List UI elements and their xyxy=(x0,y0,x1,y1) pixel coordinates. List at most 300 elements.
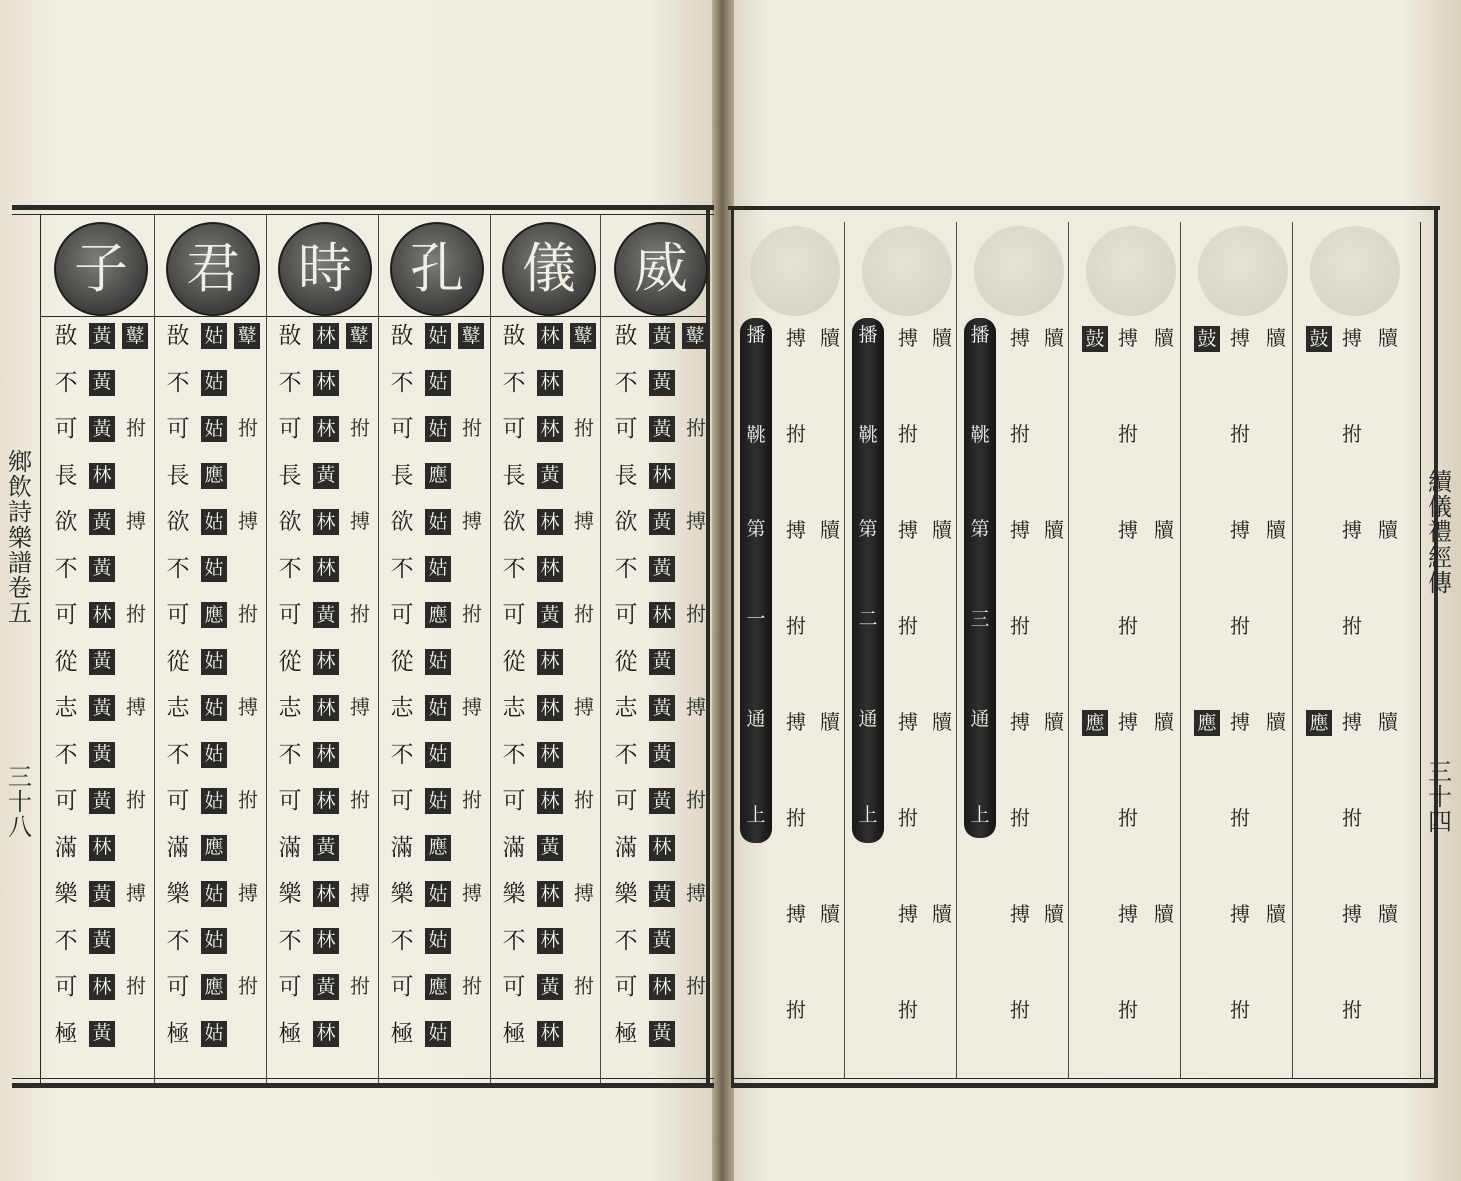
lyric-char: 可 xyxy=(166,602,190,628)
vertical-bar xyxy=(740,318,772,843)
pitch-mark: 林 xyxy=(537,788,563,814)
lyric-char: 敔 xyxy=(502,323,526,349)
drum-mark: 搏 xyxy=(898,710,918,734)
lyric-char: 極 xyxy=(502,1020,526,1047)
pitch-mark: 林 xyxy=(313,742,339,768)
lyric-char: 不 xyxy=(390,741,414,768)
lyric-char: 滿 xyxy=(614,834,638,861)
lyric-char: 極 xyxy=(614,1020,638,1047)
lyric-char: 從 xyxy=(614,648,638,675)
lyric-char: 長 xyxy=(54,462,78,489)
pitch-mark: 應 xyxy=(425,835,451,861)
lyric-char: 長 xyxy=(502,462,526,489)
pitch-mark: 黃 xyxy=(649,370,675,396)
accent-mark: 牘 xyxy=(820,710,840,734)
lyric-char: 敔 xyxy=(166,323,190,349)
lyric-char: 可 xyxy=(502,974,526,1000)
faded-roundel xyxy=(862,226,952,316)
pitch-mark: 姑 xyxy=(201,649,227,675)
pitch-mark: 林 xyxy=(537,742,563,768)
drum-mark: 拊 xyxy=(686,974,706,998)
boxed-mark: 應 xyxy=(1082,710,1108,736)
pitch-mark: 黃 xyxy=(649,881,675,907)
pitch-mark: 姑 xyxy=(425,323,451,349)
drum-mark: 搏 xyxy=(1342,902,1362,926)
bar-char: 第 xyxy=(970,518,990,540)
pitch-mark: 姑 xyxy=(425,509,451,535)
lyric-char: 不 xyxy=(54,741,78,768)
accent-mark: 牘 xyxy=(1378,326,1398,350)
drum-mark: 搏 xyxy=(238,509,258,533)
drum-mark: 鼙 xyxy=(682,323,708,349)
pitch-mark: 林 xyxy=(313,416,339,442)
lyric-char: 可 xyxy=(390,416,414,442)
pitch-mark: 黃 xyxy=(649,1021,675,1047)
drum-mark: 拊 xyxy=(126,788,146,812)
pitch-mark: 林 xyxy=(89,974,115,1000)
lyric-char: 可 xyxy=(614,974,638,1000)
drum-mark: 搏 xyxy=(574,509,594,533)
pitch-mark: 黃 xyxy=(89,323,115,349)
lyric-char: 志 xyxy=(614,695,638,721)
lyric-char: 可 xyxy=(278,416,302,442)
pitch-mark: 應 xyxy=(425,974,451,1000)
lyric-char: 志 xyxy=(54,695,78,721)
drum-mark: 拊 xyxy=(686,788,706,812)
pitch-mark: 姑 xyxy=(201,742,227,768)
lyric-char: 從 xyxy=(54,648,78,675)
pitch-mark: 姑 xyxy=(425,649,451,675)
pitch-mark: 林 xyxy=(537,370,563,396)
pitch-mark: 黃 xyxy=(313,974,339,1000)
pitch-mark: 林 xyxy=(313,1021,339,1047)
pitch-mark: 林 xyxy=(313,788,339,814)
pitch-mark: 林 xyxy=(313,509,339,535)
lyric-char: 不 xyxy=(278,927,302,954)
lyric-char: 可 xyxy=(278,602,302,628)
drum-mark: 拊 xyxy=(1230,806,1250,830)
pitch-mark: 黃 xyxy=(89,416,115,442)
drum-mark: 拊 xyxy=(1118,806,1138,830)
lyric-char: 從 xyxy=(502,648,526,675)
lyric-char: 可 xyxy=(54,974,78,1000)
lyric-char: 不 xyxy=(166,927,190,954)
lyric-char: 不 xyxy=(502,741,526,768)
lyric-char: 不 xyxy=(166,741,190,768)
drum-mark: 搏 xyxy=(238,881,258,905)
drum-mark: 拊 xyxy=(1010,998,1030,1022)
left-top-border xyxy=(12,205,714,210)
drum-mark: 拊 xyxy=(1010,614,1030,638)
lyric-char: 極 xyxy=(166,1020,190,1047)
drum-mark: 搏 xyxy=(1118,326,1138,350)
drum-mark: 拊 xyxy=(1230,998,1250,1022)
drum-mark: 搏 xyxy=(574,695,594,719)
roundel-0: 子 xyxy=(54,222,148,316)
left-header-rule xyxy=(40,316,706,317)
drum-mark: 搏 xyxy=(898,902,918,926)
pitch-mark: 林 xyxy=(537,416,563,442)
pitch-mark: 黃 xyxy=(649,928,675,954)
lyric-char: 滿 xyxy=(390,834,414,861)
lyric-char: 滿 xyxy=(278,834,302,861)
accent-mark: 牘 xyxy=(1266,326,1286,350)
drum-mark: 搏 xyxy=(1230,326,1250,350)
lyric-char: 滿 xyxy=(502,834,526,861)
drum-mark: 拊 xyxy=(462,974,482,998)
lyric-char: 志 xyxy=(502,695,526,721)
lyric-char: 志 xyxy=(390,695,414,721)
pitch-mark: 黃 xyxy=(649,509,675,535)
pitch-mark: 林 xyxy=(649,463,675,489)
drum-mark: 拊 xyxy=(126,602,146,626)
lyric-char: 可 xyxy=(502,788,526,814)
drum-mark: 搏 xyxy=(1118,902,1138,926)
pitch-mark: 黃 xyxy=(89,509,115,535)
bar-char: 播 xyxy=(746,324,766,346)
drum-mark: 搏 xyxy=(1010,902,1030,926)
bar-char: 鞉 xyxy=(858,424,878,446)
accent-mark: 牘 xyxy=(1378,710,1398,734)
drum-mark: 拊 xyxy=(238,416,258,440)
pitch-mark: 林 xyxy=(537,928,563,954)
drum-mark: 搏 xyxy=(1230,710,1250,734)
roundel-3: 孔 xyxy=(390,222,484,316)
pitch-mark: 姑 xyxy=(201,788,227,814)
lyric-char: 不 xyxy=(166,555,190,582)
drum-mark: 拊 xyxy=(786,998,806,1022)
roundel-2: 時 xyxy=(278,222,372,316)
right-bottom-border-inner xyxy=(732,1078,1436,1079)
drum-mark: 搏 xyxy=(1010,326,1030,350)
pitch-mark: 姑 xyxy=(425,695,451,721)
pitch-mark: 黃 xyxy=(89,742,115,768)
drum-mark: 搏 xyxy=(786,902,806,926)
drum-mark: 搏 xyxy=(126,509,146,533)
drum-mark: 搏 xyxy=(898,326,918,350)
drum-mark: 拊 xyxy=(238,974,258,998)
drum-mark: 搏 xyxy=(1010,710,1030,734)
boxed-mark: 應 xyxy=(1194,710,1220,736)
lyric-char: 可 xyxy=(614,416,638,442)
pitch-mark: 林 xyxy=(537,556,563,582)
drum-mark: 搏 xyxy=(686,881,706,905)
pitch-mark: 黃 xyxy=(649,649,675,675)
lyric-char: 不 xyxy=(278,555,302,582)
drum-mark: 搏 xyxy=(1118,710,1138,734)
accent-mark: 牘 xyxy=(1154,710,1174,734)
pitch-mark: 姑 xyxy=(425,416,451,442)
lyric-char: 欲 xyxy=(502,509,526,535)
lyric-char: 長 xyxy=(390,462,414,489)
pitch-mark: 姑 xyxy=(201,370,227,396)
lyric-char: 長 xyxy=(278,462,302,489)
drum-mark: 拊 xyxy=(1118,998,1138,1022)
drum-mark: 拊 xyxy=(350,788,370,812)
right-inner-rule xyxy=(1420,222,1421,1078)
faded-roundel xyxy=(750,226,840,316)
pitch-mark: 林 xyxy=(537,509,563,535)
lyric-char: 不 xyxy=(614,741,638,768)
pitch-mark: 黃 xyxy=(649,742,675,768)
lyric-char: 可 xyxy=(502,602,526,628)
accent-mark: 牘 xyxy=(1044,902,1064,926)
pitch-mark: 姑 xyxy=(201,556,227,582)
pitch-mark: 林 xyxy=(313,695,339,721)
accent-mark: 牘 xyxy=(1378,902,1398,926)
pitch-mark: 姑 xyxy=(201,509,227,535)
pitch-mark: 林 xyxy=(313,323,339,349)
drum-mark: 拊 xyxy=(1342,614,1362,638)
drum-mark: 搏 xyxy=(350,509,370,533)
pitch-mark: 應 xyxy=(201,835,227,861)
lyric-char: 不 xyxy=(278,741,302,768)
pitch-mark: 應 xyxy=(201,974,227,1000)
pitch-mark: 林 xyxy=(313,649,339,675)
lyric-char: 不 xyxy=(502,927,526,954)
pitch-mark: 應 xyxy=(201,602,227,628)
lyric-char: 可 xyxy=(54,602,78,628)
drum-mark: 拊 xyxy=(462,416,482,440)
pitch-mark: 林 xyxy=(313,881,339,907)
right-top-border xyxy=(728,206,1440,210)
pitch-mark: 黃 xyxy=(89,695,115,721)
lyric-char: 滿 xyxy=(54,834,78,861)
drum-mark: 鼙 xyxy=(346,323,372,349)
lyric-char: 可 xyxy=(502,416,526,442)
bar-char: 上 xyxy=(858,804,878,826)
vertical-bar xyxy=(964,318,996,838)
boxed-mark: 鼓 xyxy=(1082,326,1108,352)
accent-mark: 牘 xyxy=(1266,902,1286,926)
pitch-mark: 林 xyxy=(649,974,675,1000)
drum-mark: 搏 xyxy=(1230,902,1250,926)
left-top-border-inner xyxy=(12,214,714,215)
faded-roundel xyxy=(974,226,1064,316)
pitch-mark: 黃 xyxy=(537,602,563,628)
left-leaf xyxy=(0,0,721,1181)
pitch-mark: 姑 xyxy=(201,323,227,349)
drum-mark: 拊 xyxy=(686,602,706,626)
pitch-mark: 林 xyxy=(537,1021,563,1047)
drum-mark: 搏 xyxy=(1342,326,1362,350)
drum-mark: 拊 xyxy=(462,602,482,626)
drum-mark: 拊 xyxy=(1010,806,1030,830)
bar-char: 通 xyxy=(858,708,878,730)
lyric-char: 不 xyxy=(390,927,414,954)
drum-mark: 搏 xyxy=(462,881,482,905)
lyric-char: 可 xyxy=(390,602,414,628)
drum-mark: 拊 xyxy=(574,416,594,440)
accent-mark: 牘 xyxy=(820,902,840,926)
pitch-mark: 黃 xyxy=(89,370,115,396)
bar-char: 第 xyxy=(858,518,878,540)
accent-mark: 牘 xyxy=(932,326,952,350)
drum-mark: 拊 xyxy=(898,998,918,1022)
drum-mark: 搏 xyxy=(1118,518,1138,542)
bar-char: 通 xyxy=(970,708,990,730)
drum-mark: 拊 xyxy=(1342,422,1362,446)
pitch-mark: 姑 xyxy=(425,742,451,768)
lyric-char: 可 xyxy=(390,974,414,1000)
pitch-mark: 林 xyxy=(649,835,675,861)
left-bottom-border-inner xyxy=(12,1078,714,1079)
pitch-mark: 林 xyxy=(313,556,339,582)
pitch-mark: 姑 xyxy=(425,928,451,954)
lyric-char: 不 xyxy=(614,369,638,396)
drum-mark: 搏 xyxy=(686,695,706,719)
lyric-char: 不 xyxy=(614,927,638,954)
pitch-mark: 姑 xyxy=(425,370,451,396)
drum-mark: 拊 xyxy=(898,806,918,830)
lyric-char: 極 xyxy=(278,1020,302,1047)
drum-mark: 搏 xyxy=(786,518,806,542)
right-bottom-border xyxy=(732,1083,1436,1088)
lyric-char: 不 xyxy=(54,927,78,954)
roundel-5: 威 xyxy=(614,222,708,316)
drum-mark: 鼙 xyxy=(570,323,596,349)
right-margin-page: 三十四 xyxy=(1428,758,1452,837)
roundel-4: 儀 xyxy=(502,222,596,316)
drum-mark: 搏 xyxy=(574,881,594,905)
pitch-mark: 黃 xyxy=(537,835,563,861)
pitch-mark: 黃 xyxy=(649,695,675,721)
pitch-mark: 姑 xyxy=(201,928,227,954)
drum-mark: 拊 xyxy=(1342,806,1362,830)
pitch-mark: 黃 xyxy=(313,463,339,489)
lyric-char: 敔 xyxy=(54,323,78,349)
lyric-char: 從 xyxy=(390,648,414,675)
lyric-char: 敔 xyxy=(614,323,638,349)
accent-mark: 牘 xyxy=(932,710,952,734)
pitch-mark: 黃 xyxy=(537,974,563,1000)
pitch-mark: 黃 xyxy=(649,323,675,349)
bar-char: 播 xyxy=(970,324,990,346)
lyric-char: 不 xyxy=(390,369,414,396)
bar-char: 一 xyxy=(746,608,766,630)
left-inner-rule xyxy=(40,215,41,1083)
pitch-mark: 黃 xyxy=(649,416,675,442)
lyric-char: 不 xyxy=(614,555,638,582)
accent-mark: 牘 xyxy=(932,902,952,926)
drum-mark: 拊 xyxy=(786,614,806,638)
drum-mark: 拊 xyxy=(350,974,370,998)
lyric-char: 極 xyxy=(54,1020,78,1047)
lyric-char: 可 xyxy=(166,416,190,442)
right-edge-rule xyxy=(1434,208,1438,1088)
pitch-mark: 黃 xyxy=(89,788,115,814)
pitch-mark: 黃 xyxy=(649,788,675,814)
drum-mark: 拊 xyxy=(1118,422,1138,446)
drum-mark: 搏 xyxy=(786,710,806,734)
lyric-char: 滿 xyxy=(166,834,190,861)
lyric-char: 敔 xyxy=(278,323,302,349)
left-margin-title: 鄉飲詩樂譜卷五 xyxy=(8,448,32,628)
lyric-char: 極 xyxy=(390,1020,414,1047)
drum-mark: 鼙 xyxy=(458,323,484,349)
drum-mark: 搏 xyxy=(126,881,146,905)
pitch-mark: 姑 xyxy=(201,695,227,721)
pitch-mark: 黃 xyxy=(537,463,563,489)
drum-mark: 搏 xyxy=(462,509,482,533)
lyric-char: 樂 xyxy=(502,881,526,907)
accent-mark: 牘 xyxy=(820,326,840,350)
left-margin-page: 三十八 xyxy=(8,763,32,842)
lyric-char: 不 xyxy=(390,555,414,582)
drum-mark: 拊 xyxy=(126,974,146,998)
lyric-char: 可 xyxy=(614,788,638,814)
lyric-char: 長 xyxy=(614,462,638,489)
vertical-bar xyxy=(852,318,884,843)
drum-mark: 拊 xyxy=(1342,998,1362,1022)
bar-char: 三 xyxy=(970,608,990,630)
drum-mark: 拊 xyxy=(1118,614,1138,638)
drum-mark: 拊 xyxy=(1230,422,1250,446)
lyric-char: 不 xyxy=(166,369,190,396)
lyric-char: 志 xyxy=(278,695,302,721)
lyric-char: 樂 xyxy=(54,881,78,907)
drum-mark: 拊 xyxy=(686,416,706,440)
pitch-mark: 姑 xyxy=(425,556,451,582)
lyric-char: 可 xyxy=(54,788,78,814)
bar-char: 播 xyxy=(858,324,878,346)
bar-char: 第 xyxy=(746,518,766,540)
pitch-mark: 林 xyxy=(649,602,675,628)
pitch-mark: 林 xyxy=(537,649,563,675)
drum-mark: 拊 xyxy=(786,422,806,446)
drum-mark: 搏 xyxy=(1342,710,1362,734)
lyric-char: 敔 xyxy=(390,323,414,349)
pitch-mark: 林 xyxy=(89,463,115,489)
accent-mark: 牘 xyxy=(1044,710,1064,734)
lyric-char: 可 xyxy=(166,788,190,814)
accent-mark: 牘 xyxy=(1266,710,1286,734)
lyric-char: 可 xyxy=(278,974,302,1000)
lyric-char: 不 xyxy=(54,555,78,582)
pitch-mark: 黃 xyxy=(89,881,115,907)
lyric-char: 不 xyxy=(502,369,526,396)
accent-mark: 牘 xyxy=(1154,326,1174,350)
faded-roundel xyxy=(1310,226,1400,316)
pitch-mark: 姑 xyxy=(201,416,227,442)
lyric-char: 可 xyxy=(54,416,78,442)
boxed-mark: 鼓 xyxy=(1306,326,1332,352)
pitch-mark: 黃 xyxy=(89,649,115,675)
accent-mark: 牘 xyxy=(1154,902,1174,926)
pitch-mark: 應 xyxy=(201,463,227,489)
drum-mark: 搏 xyxy=(350,695,370,719)
accent-mark: 牘 xyxy=(1044,326,1064,350)
lyric-char: 不 xyxy=(502,555,526,582)
lyric-char: 欲 xyxy=(54,509,78,535)
pitch-mark: 黃 xyxy=(313,835,339,861)
drum-mark: 拊 xyxy=(574,788,594,812)
lyric-char: 長 xyxy=(166,462,190,489)
pitch-mark: 黃 xyxy=(89,556,115,582)
bar-char: 二 xyxy=(858,608,878,630)
lyric-char: 樂 xyxy=(166,881,190,907)
drum-mark: 搏 xyxy=(238,695,258,719)
accent-mark: 牘 xyxy=(820,518,840,542)
pitch-mark: 黃 xyxy=(313,602,339,628)
boxed-mark: 應 xyxy=(1306,710,1332,736)
bar-char: 鞉 xyxy=(746,424,766,446)
pitch-mark: 黃 xyxy=(649,556,675,582)
pitch-mark: 林 xyxy=(89,835,115,861)
pitch-mark: 林 xyxy=(537,323,563,349)
pitch-mark: 姑 xyxy=(425,788,451,814)
drum-mark: 搏 xyxy=(126,695,146,719)
